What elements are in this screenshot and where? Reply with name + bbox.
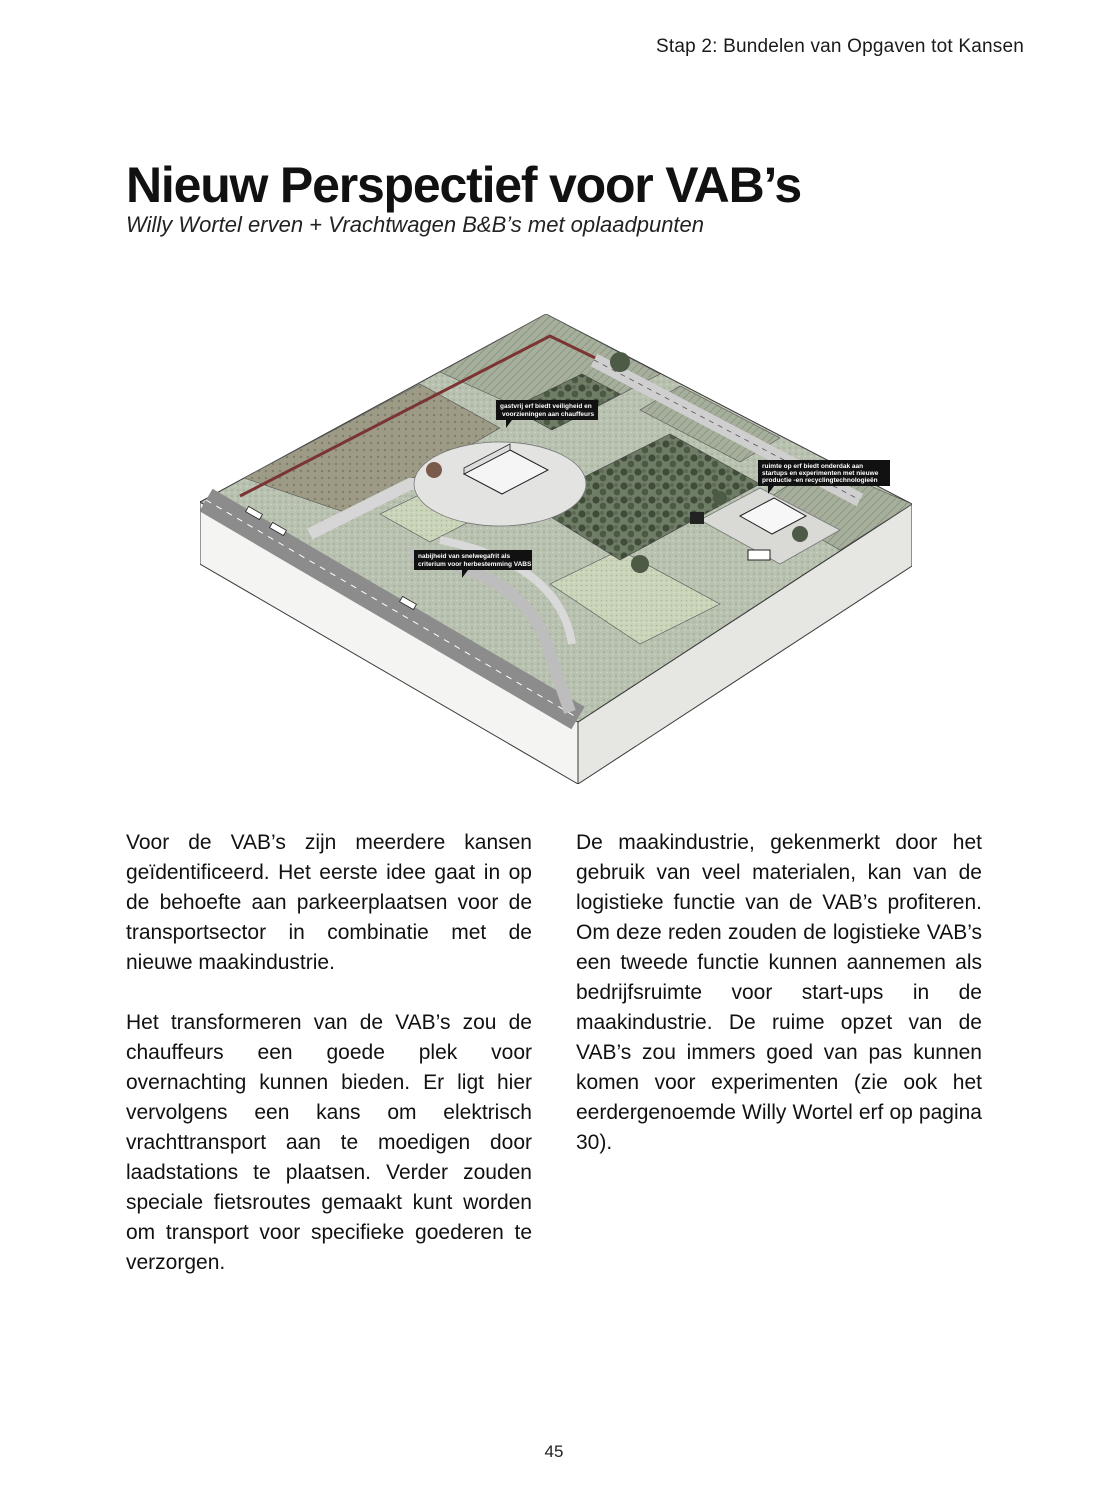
tree — [713, 491, 727, 505]
tree — [631, 555, 649, 573]
tree — [426, 462, 442, 478]
paragraph: Voor de VAB’s zijn meerdere kansen geïdentificeerd. Het eerste idee gaat in op de behoefte aan parkeerplaatsen voor de transportsector in combinatie met de nieuwe maakindustrie. — [126, 831, 532, 974]
page-subtitle: Willy Wortel erven + Vrachtwagen B&B’s met oplaadpunten — [126, 212, 705, 237]
svg-text:gastvrij erf biedt veiligheid: gastvrij erf biedt veiligheid en — [500, 403, 592, 410]
container-unit — [690, 512, 704, 524]
running-header: Stap 2: Bundelen van Opgaven tot Kansen — [655, 36, 1024, 57]
paragraph: De maakindustrie, gekenmerkt door het gebruik van veel materialen, kan van de logistieke functie van de VAB’s profiteren. Om deze reden zouden de logistieke VAB’s een tweede functie kunnen aannemen als bedrijfsruimte voor start-ups in de maakindustrie. De ruime opzet van de VAB’s zou immers goed van pas kunnen komen voor experimenten (zie ook het eerdergenoemde Willy Wortel erf op pagina 30). — [576, 831, 982, 1154]
svg-text:ruimte op erf biedt onderdak a: ruimte op erf biedt onderdak aan — [762, 463, 864, 470]
svg-text:nabijheid van snelwegafrit als: nabijheid van snelwegafrit als — [418, 553, 511, 560]
body-column-left — [126, 828, 532, 1308]
paragraph: Het transformeren van de VAB’s zou de chauffeurs een goede plek voor overnachting kunnen bieden. Er ligt hier vervolgens een kans om elektrisch vrachttransport aan te moedigen door laadstations te plaatsen. Verder zouden speciale fietsroutes gemaakt kunt worden om transport voor specifieke goederen te verzorgen. — [126, 1011, 532, 1274]
svg-text:productie -en recyclingtechnol: productie -en recyclingtechnologieën — [762, 477, 878, 484]
tree — [610, 352, 630, 372]
parking-bay — [748, 550, 770, 560]
page-number: 45 — [544, 1442, 564, 1461]
page-title: Nieuw Perspectief voor VAB’s — [126, 157, 801, 213]
body-column-right — [576, 828, 982, 1188]
svg-text:voorzieningen aan chauffeurs: voorzieningen aan chauffeurs — [502, 411, 595, 418]
svg-text:criterium voor herbestemming V: criterium voor herbestemming VABS — [418, 561, 532, 568]
tree — [792, 526, 808, 542]
isometric-site-illustration — [200, 314, 912, 784]
svg-text:startups en experimenten met n: startups en experimenten met nieuwe — [762, 470, 879, 477]
